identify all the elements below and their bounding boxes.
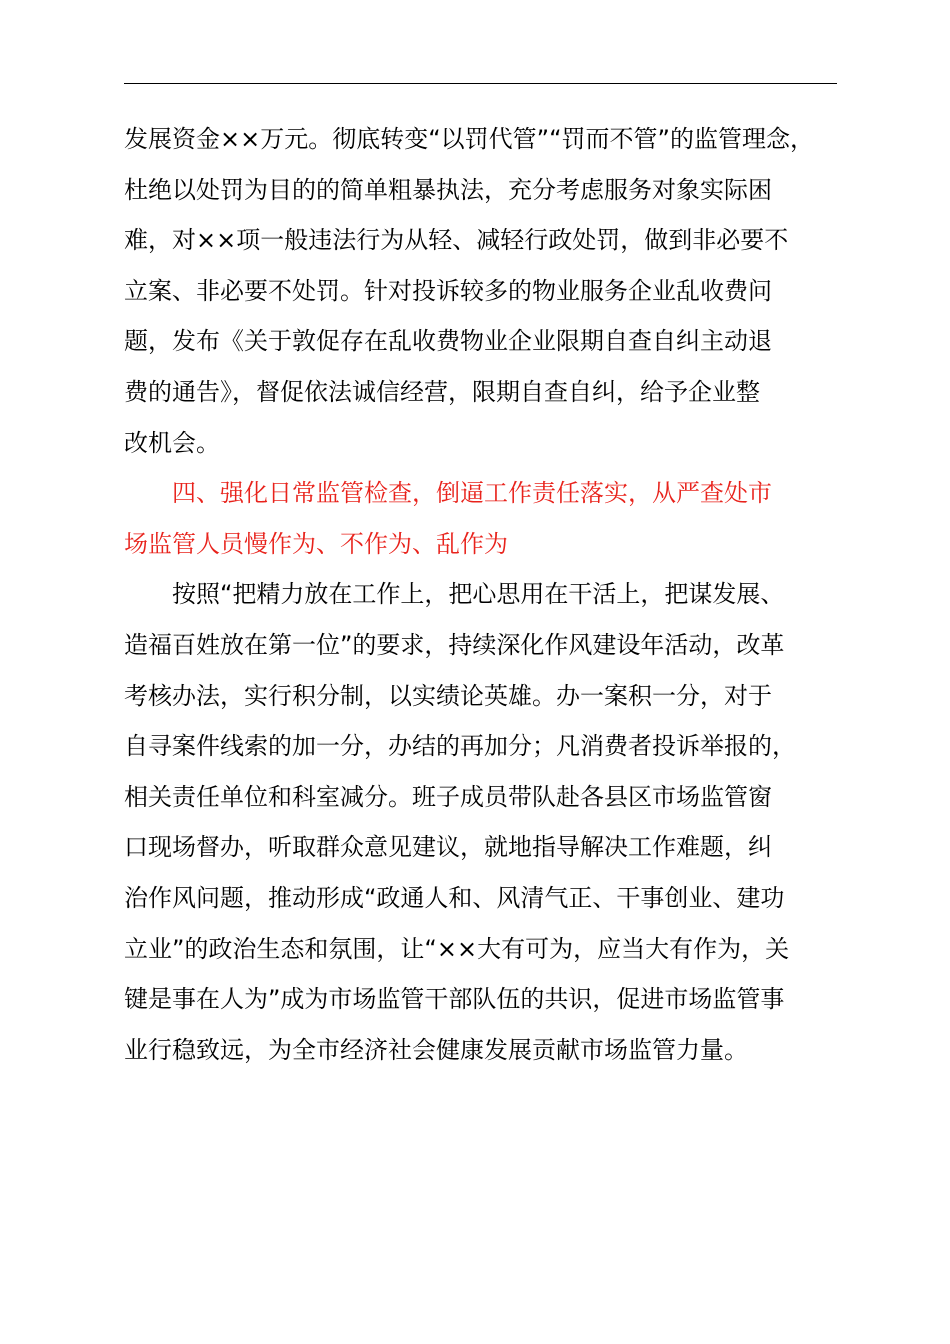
header-rule <box>124 83 837 84</box>
section-heading-line: 四、强化日常监管检查，倒逼工作责任落实，从严查处市 <box>172 479 772 508</box>
text-line: 治作风问题，推动形成“政通人和、风清气正、干事创业、建功 <box>124 883 785 912</box>
text-line: 题，发布《关于敦促存在乱收费物业企业限期自查自纠主动退 <box>124 327 772 356</box>
text-line: 按照“把精力放在工作上，把心思用在干活上，把谋发展、 <box>172 580 785 609</box>
text-line: 发展资金××万元。彻底转变“以罚代管”“罚而不管”的监管理念， <box>124 125 814 153</box>
text-line: 业行稳致远，为全市经济社会健康发展贡献市场监管力量。 <box>124 1035 748 1064</box>
text-line: 杜绝以处罚为目的的简单粗暴执法，充分考虑服务对象实际困 <box>124 175 772 204</box>
text-line: 相关责任单位和科室减分。班子成员带队赴各县区市场监管窗 <box>124 782 772 811</box>
text-line: 立案、非必要不处罚。针对投诉较多的物业服务企业乱收费问 <box>124 276 772 305</box>
text-line: 改机会。 <box>124 428 220 457</box>
text-line: 立业”的政治生态和氛围，让“××大有可为，应当大有作为，关 <box>124 934 790 963</box>
document-body <box>124 114 837 1075</box>
text-line: 自寻案件线索的加一分，办结的再加分；凡消费者投诉举报的， <box>124 732 796 761</box>
text-line: 费的通告》，督促依法诚信经营，限期自查自纠，给予企业整 <box>124 377 760 406</box>
text-line: 造福百姓放在第一位”的要求，持续深化作风建设年活动，改革 <box>124 630 785 659</box>
section-heading-line: 场监管人员慢作为、不作为、乱作为 <box>124 529 508 558</box>
text-line: 口现场督办，听取群众意见建议，就地指导解决工作难题，纠 <box>124 833 772 862</box>
text-line: 键是事在人为”成为市场监管干部队伍的共识，促进市场监管事 <box>124 985 785 1014</box>
text-line: 难，对××项一般违法行为从轻、减轻行政处罚，做到非必要不 <box>124 226 789 255</box>
text-line: 考核办法，实行积分制，以实绩论英雄。办一案积一分，对于 <box>124 681 772 710</box>
